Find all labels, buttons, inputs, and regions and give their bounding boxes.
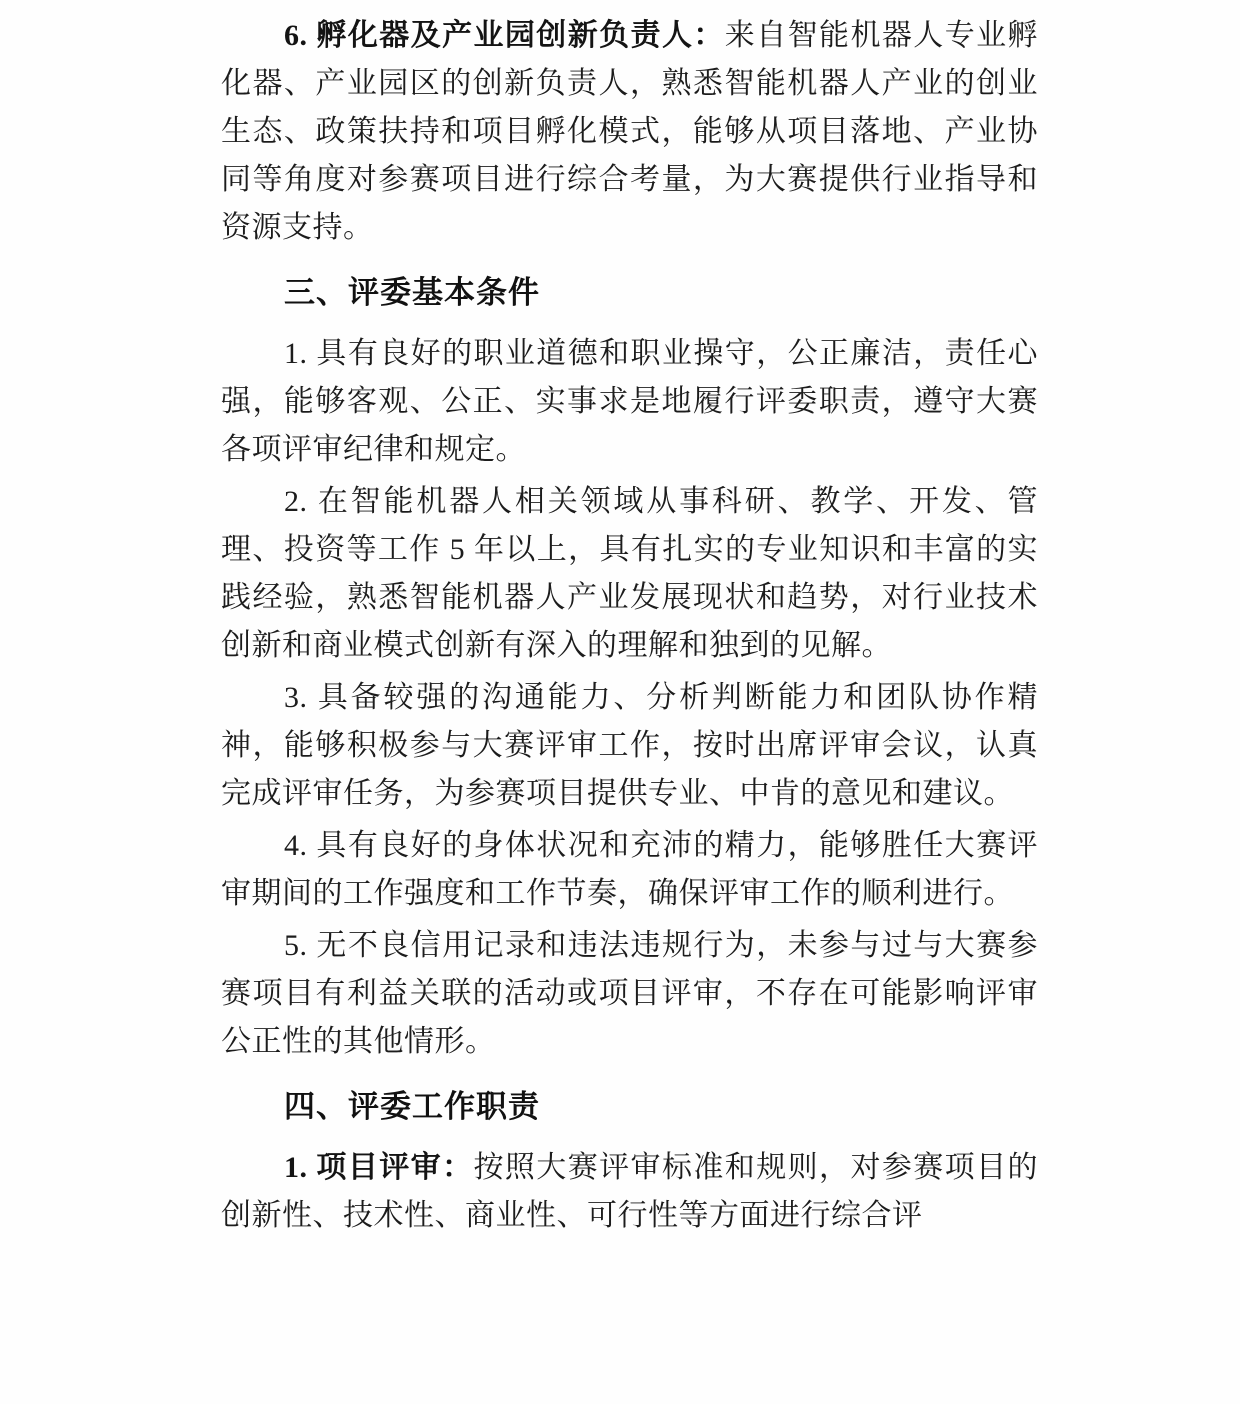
para-condition-3 xyxy=(221,674,1038,818)
para-judge-type-6-text: 来自智能机器人专业孵化器、产业园区的创新负责人，熟悉智能机器人产业的创业生态、政策扶持和项目孵化模式，能够从项目落地、产业协同等角度对参赛项目进行综合考量，为大赛提供行业指导和资源支持。 xyxy=(221,19,1039,244)
heading-section-3-judge-basic-conditions-label: 三、评委基本条件 xyxy=(284,275,540,310)
para-judge-type-6-bold-lead: 6. 孵化器及产业园创新负责人： xyxy=(284,19,725,52)
para-condition-1-text: 1. 具有良好的职业道德和职业操守，公正廉洁，责任心强，能够客观、公正、实事求是地履行评委职责，遵守大赛各项评审纪律和规定。 xyxy=(221,337,1038,466)
para-condition-5 xyxy=(221,922,1038,1066)
para-condition-3-text: 3. 具备较强的沟通能力、分析判断能力和团队协作精神，能够积极参与大赛评审工作，按时出席评审会议，认真完成评审任务，为参赛项目提供专业、中肯的意见和建议。 xyxy=(221,681,1038,810)
para-condition-2-text: 2. 在智能机器人相关领域从事科研、教学、开发、管理、投资等工作 5 年以上，具有扎实的专业知识和丰富的实践经验，熟悉智能机器人产业发展现状和趋势，对行业技术创新和商业模式创新有深入的理解和独到的见解。 xyxy=(221,485,1038,662)
para-condition-1 xyxy=(221,330,1038,474)
para-condition-2 xyxy=(221,478,1038,670)
para-condition-4 xyxy=(221,822,1038,918)
para-condition-5-text: 5. 无不良信用记录和违法违规行为，未参与过与大赛参赛项目有利益关联的活动或项目评审，不存在可能影响评审公正性的其他情形。 xyxy=(221,929,1038,1058)
para-judge-type-6 xyxy=(221,12,1038,252)
para-duty-1-project-review xyxy=(221,1144,1038,1240)
heading-section-4-judge-duties xyxy=(221,1085,1038,1129)
para-duty-1-project-review-bold-lead: 1. 项目评审： xyxy=(284,1151,474,1184)
para-condition-4-text: 4. 具有良好的身体状况和充沛的精力，能够胜任大赛评审期间的工作强度和工作节奏，确保评审工作的顺利进行。 xyxy=(221,829,1038,910)
document-body xyxy=(221,12,1038,1244)
heading-section-4-judge-duties-label: 四、评委工作职责 xyxy=(284,1089,540,1124)
para-duty-1-project-review-text: 按照大赛评审标准和规则，对参赛项目的创新性、技术性、商业性、可行性等方面进行综合评 xyxy=(221,1151,1039,1232)
heading-section-3-judge-basic-conditions xyxy=(221,271,1038,315)
